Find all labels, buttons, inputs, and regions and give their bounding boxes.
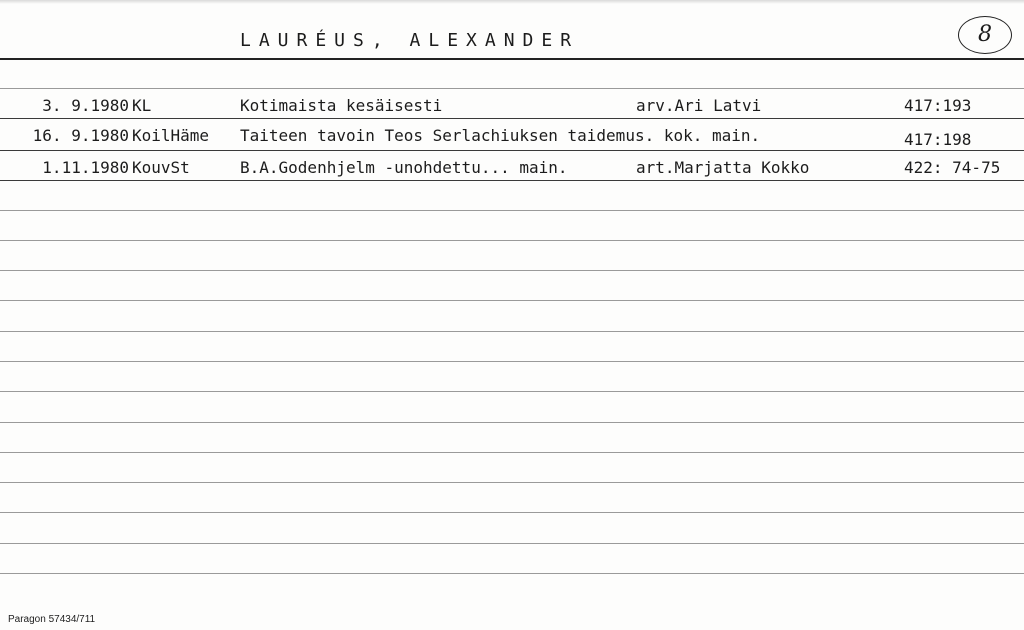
entry-publication: KouvSt bbox=[132, 158, 190, 177]
ruled-line bbox=[0, 331, 1024, 332]
entry-reference: 422: 74-75 bbox=[904, 158, 1001, 177]
entry-title: Taiteen tavoin Teos Serlachiuksen taidemus. kok. main. bbox=[240, 126, 761, 145]
entry-publication: KL bbox=[132, 96, 152, 115]
printer-imprint: Paragon 57434/711 bbox=[8, 614, 96, 625]
entry-title: B.A.Godenhjelm -unohdettu... main. bbox=[240, 158, 568, 177]
entry-date: 1.11.1980 bbox=[42, 158, 129, 177]
ruled-line bbox=[0, 482, 1024, 483]
ruled-line bbox=[0, 118, 1024, 119]
ruled-line bbox=[0, 361, 1024, 362]
entry-date: 16. 9.1980 bbox=[32, 126, 129, 145]
entry-title: Kotimaista kesäisesti bbox=[240, 96, 443, 115]
ruled-line bbox=[0, 391, 1024, 392]
ruled-line bbox=[0, 150, 1024, 151]
entry-publication: KoilHäme bbox=[132, 126, 210, 145]
heading-rule bbox=[0, 58, 1024, 60]
ruled-line bbox=[0, 573, 1024, 574]
ruled-line bbox=[0, 543, 1024, 544]
ruled-line bbox=[0, 180, 1024, 181]
ruled-line bbox=[0, 88, 1024, 89]
ruled-line bbox=[0, 300, 1024, 301]
entry-author: arv.Ari Latvi bbox=[636, 96, 762, 115]
card-number-circled: 8 bbox=[958, 16, 1012, 54]
ruled-line bbox=[0, 452, 1024, 453]
entry-row bbox=[0, 154, 1024, 180]
card-top-edge bbox=[0, 0, 1024, 4]
entry-row bbox=[0, 122, 1024, 148]
entry-date: 3. 9.1980 bbox=[42, 96, 129, 115]
ruled-line bbox=[0, 210, 1024, 211]
entry-reference: 417:193 bbox=[904, 96, 972, 115]
ruled-line bbox=[0, 422, 1024, 423]
entry-author: art.Marjatta Kokko bbox=[636, 158, 810, 177]
card-heading: LAURÉUS, ALEXANDER bbox=[240, 30, 580, 51]
ruled-line bbox=[0, 240, 1024, 241]
entry-row bbox=[0, 92, 1024, 118]
entry-reference: 417:198 bbox=[904, 130, 972, 149]
ruled-line bbox=[0, 512, 1024, 513]
ruled-line bbox=[0, 270, 1024, 271]
